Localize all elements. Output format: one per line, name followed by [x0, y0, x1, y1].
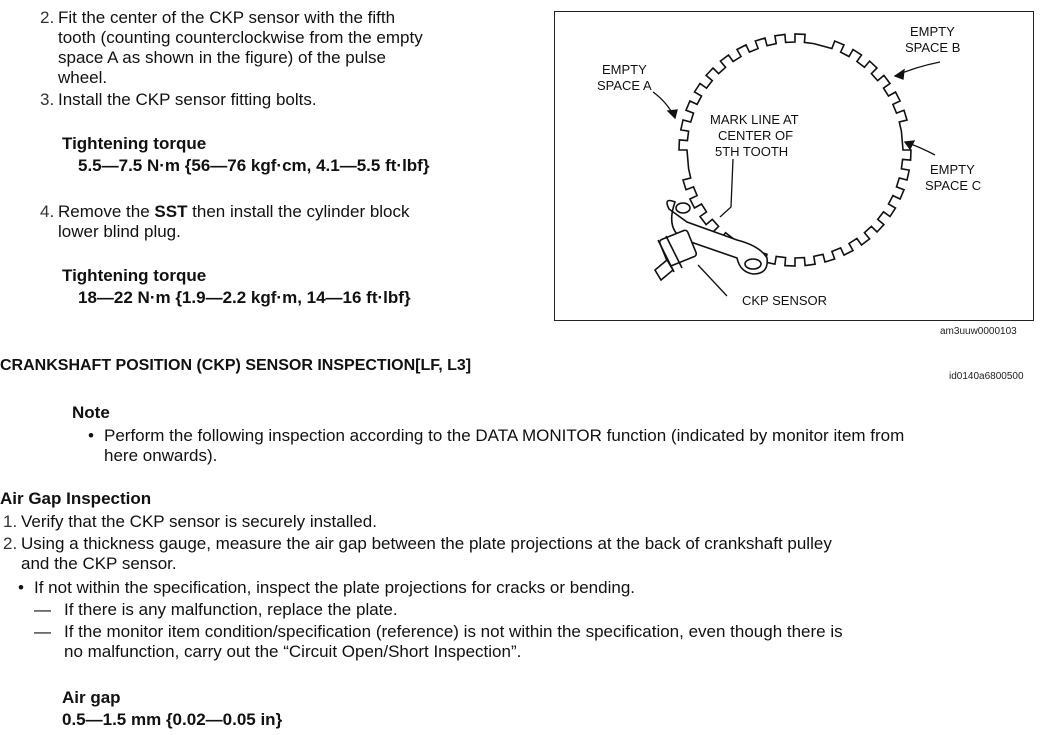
mark-line-label: 5TH TOOTH: [715, 144, 789, 159]
leader-lines: [653, 62, 940, 296]
section-title: CRANKSHAFT POSITION (CKP) SENSOR INSPECTION[LF, L3]: [0, 357, 472, 374]
torque-label: Tightening torque: [62, 266, 207, 285]
note-bullet: [88, 426, 904, 466]
bullet-icon: •: [88, 426, 94, 445]
step-text: space A as shown in the figure) of the pulse: [58, 48, 386, 67]
arrow-b-icon: [895, 70, 904, 79]
inspection-bullet: [18, 578, 635, 598]
air-gap-inspection-title: Air Gap Inspection: [0, 489, 152, 508]
mark-line-label: CENTER OF: [718, 128, 794, 143]
figure-id: am3uuw0000103: [940, 326, 1017, 337]
note-text: here onwards).: [104, 446, 218, 465]
step-3: [40, 90, 317, 110]
dash-text: If the monitor item condition/specification (reference) is not within the specification, even though there is: [64, 622, 843, 641]
ckp-sensor-label: CKP SENSOR: [742, 293, 828, 308]
torque-value: 18—22 N·m {1.9—2.2 kgf·m, 14—16 ft·lbf}: [78, 288, 411, 307]
mark-line-label: MARK LINE AT: [710, 112, 799, 127]
dash-icon: —: [34, 600, 51, 619]
empty-space-b-label: EMPTY: [910, 24, 955, 39]
torque-label: Tightening torque: [62, 134, 207, 153]
step-text: Fit the center of the CKP sensor with the fifth: [58, 8, 396, 27]
empty-space-a-label: SPACE A: [597, 78, 652, 93]
step-number: 3.: [40, 90, 55, 109]
arrow-c-icon: [905, 141, 914, 149]
bullet-text: If not within the specification, inspect the plate projections for cracks or bending.: [34, 578, 635, 597]
pulse-wheel-diagram: [555, 12, 1033, 320]
step-text: tooth (counting counterclockwise from the empty: [58, 28, 423, 47]
air-gap-value: 0.5—1.5 mm {0.02—0.05 in}: [62, 710, 283, 729]
sst-term: SST: [154, 202, 188, 221]
step-number: 2.: [3, 534, 18, 553]
section-id: id0140a6800500: [949, 371, 1024, 382]
step-4: [40, 202, 410, 242]
step-text: Using a thickness gauge, measure the air gap between the plate projections at the back of crankshaft pulley: [21, 534, 832, 553]
step-text: Verify that the CKP sensor is securely installed.: [21, 512, 377, 531]
dash-text: If there is any malfunction, replace the plate.: [64, 600, 398, 619]
empty-space-c-label: SPACE C: [925, 178, 982, 193]
dash-icon: —: [34, 622, 51, 641]
ckp-sensor-figure: [554, 11, 1034, 321]
step-2: [40, 8, 423, 88]
torque-value: 5.5—7.5 N·m {56—76 kgf·cm, 4.1—5.5 ft·lbf}: [78, 156, 430, 175]
empty-space-a-label: EMPTY: [602, 62, 647, 77]
note-text: Perform the following inspection according to the DATA MONITOR function (indicated by monitor item from: [104, 426, 905, 445]
step-number: 1.: [3, 512, 18, 531]
ckp-sensor-icon: [655, 201, 767, 280]
step-text: wheel.: [58, 68, 108, 87]
dash-text: no malfunction, carry out the “Circuit Open/Short Inspection”.: [64, 642, 522, 661]
inspection-dash-2: [34, 622, 843, 662]
step-text: then install the cylinder block: [187, 202, 410, 221]
inspection-dash-1: [34, 600, 398, 620]
inspection-step-1: [3, 512, 377, 532]
step-text: Remove the: [58, 202, 155, 221]
inspection-step-2: [3, 534, 832, 574]
arrow-a-icon: [668, 110, 677, 118]
empty-space-c-label: EMPTY: [930, 162, 975, 177]
air-gap-label: Air gap: [62, 688, 121, 707]
empty-space-b-label: SPACE B: [905, 40, 961, 55]
step-number: 2.: [40, 8, 55, 27]
step-text: Install the CKP sensor fitting bolts.: [58, 90, 317, 109]
bullet-icon: •: [18, 578, 24, 597]
step-text: lower blind plug.: [58, 222, 181, 241]
note-label: Note: [72, 403, 110, 422]
step-text: and the CKP sensor.: [21, 554, 177, 573]
step-number: 4.: [40, 202, 55, 221]
